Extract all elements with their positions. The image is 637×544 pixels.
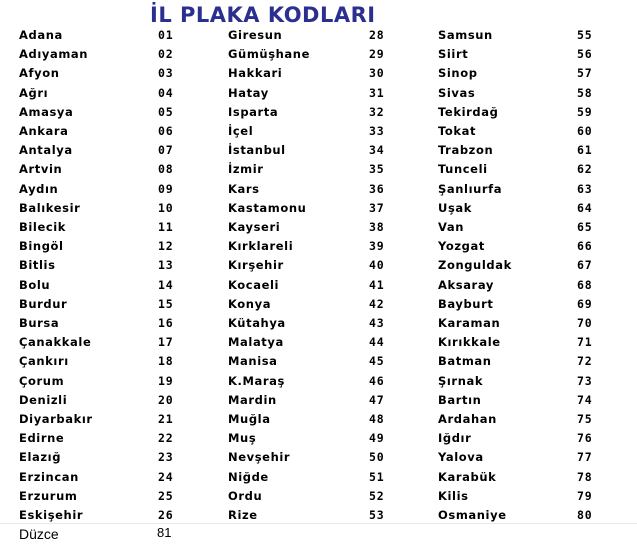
city-name: Ağrı (19, 85, 49, 100)
plate-code: 18 (158, 354, 174, 369)
plate-code: 80 (577, 508, 593, 522)
plate-code: 40 (369, 258, 385, 273)
plate-code: 52 (369, 488, 385, 503)
plate-code: 29 (369, 47, 385, 62)
city-name: Şırnak (438, 373, 484, 388)
city-name: Tunceli (438, 162, 488, 177)
city-name: Elazığ (19, 450, 62, 465)
plate-code: 70 (577, 316, 593, 330)
city-name: Hakkari (228, 66, 283, 81)
city-name: Bingöl (19, 239, 64, 254)
plate-code: 12 (158, 239, 174, 254)
city-name: Bayburt (438, 296, 494, 311)
city-name: Kayseri (228, 220, 281, 234)
plate-code: 51 (369, 469, 385, 484)
plate-code: 32 (369, 104, 385, 119)
plate-code: 31 (369, 85, 385, 100)
city-name: Burdur (19, 296, 68, 311)
plate-code: 45 (369, 354, 385, 369)
city-name: Çanakkale (19, 335, 92, 350)
city-name: Erzurum (19, 488, 78, 503)
city-name: Sinop (438, 66, 478, 81)
plate-code: 10 (158, 200, 174, 215)
city-name: Kars (228, 181, 260, 196)
city-name: Rize (228, 508, 258, 522)
plate-code: 04 (158, 85, 174, 100)
city-name: Uşak (438, 200, 472, 215)
city-name: İstanbul (228, 143, 286, 158)
plate-code: 25 (158, 488, 174, 503)
city-name: Gümüşhane (228, 47, 310, 62)
city-name: Niğde (228, 469, 269, 484)
plate-code: 02 (158, 47, 174, 62)
city-name: Kütahya (228, 316, 286, 330)
plate-code: 60 (577, 124, 593, 138)
plate-code: 34 (369, 143, 385, 158)
plate-code: 58 (577, 85, 593, 100)
city-name: Malatya (228, 335, 284, 350)
city-name: Manisa (228, 354, 278, 369)
plate-code: 22 (158, 431, 174, 446)
city-name: Van (438, 220, 465, 234)
city-name: Erzincan (19, 469, 79, 484)
city-name: Adıyaman (19, 47, 89, 62)
city-name: Kastamonu (228, 200, 307, 215)
plate-code: 69 (577, 296, 593, 311)
city-name: Diyarbakır (19, 412, 93, 426)
plate-code: 30 (369, 66, 385, 81)
city-name: Artvin (19, 162, 63, 177)
plate-code: 78 (577, 469, 593, 484)
plate-code: 53 (369, 508, 385, 522)
city-name: Bursa (19, 316, 60, 330)
plate-code: 68 (577, 277, 593, 292)
bottom-divider (0, 523, 637, 524)
plate-code: 28 (369, 28, 385, 42)
plate-code: 26 (158, 508, 174, 522)
city-name: Bartın (438, 392, 482, 407)
plate-code: 19 (158, 373, 174, 388)
city-name: Batman (438, 354, 492, 369)
city-name: Adana (19, 28, 63, 42)
plate-code: 35 (369, 162, 385, 177)
plate-code: 23 (158, 450, 174, 465)
plate-code: 20 (158, 392, 174, 407)
city-name: Aydın (19, 181, 59, 196)
city-name: Kilis (438, 488, 469, 503)
plate-code: 42 (369, 296, 385, 311)
city-name: Nevşehir (228, 450, 291, 465)
city-name: Şanlıurfa (438, 181, 503, 196)
plate-code: 56 (577, 47, 593, 62)
plate-code: 09 (158, 181, 174, 196)
plate-code: 33 (369, 124, 385, 138)
city-name: Iğdır (438, 431, 472, 446)
city-name: Kırklareli (228, 239, 294, 254)
plate-code: 01 (158, 28, 174, 42)
city-name: Isparta (228, 104, 279, 119)
plate-code: 65 (577, 220, 593, 234)
plate-code: 13 (158, 258, 174, 273)
city-name: Osmaniye (438, 508, 507, 522)
plate-code: 41 (369, 277, 385, 292)
city-name: Kocaeli (228, 277, 280, 292)
plate-code: 08 (158, 162, 174, 177)
city-name: Siirt (438, 47, 469, 62)
city-name: Mardin (228, 392, 277, 407)
city-name: Muş (228, 431, 257, 446)
plate-code: 50 (369, 450, 385, 465)
city-name: Karaman (438, 316, 501, 330)
plate-code: 24 (158, 469, 174, 484)
plate-code: 06 (158, 124, 174, 138)
city-name: Çorum (19, 373, 65, 388)
city-name: Amasya (19, 104, 74, 119)
city-name: Yalova (438, 450, 484, 465)
city-name: Sivas (438, 85, 476, 100)
city-name: Bolu (19, 277, 51, 292)
plate-code: 77 (577, 450, 593, 465)
city-name: Kırşehir (228, 258, 284, 273)
plate-code: 16 (158, 316, 174, 330)
city-name: Trabzon (438, 143, 494, 158)
plate-code: 17 (158, 335, 174, 350)
city-name: Zonguldak (438, 258, 512, 273)
plate-code: 62 (577, 162, 593, 177)
city-name: Kırıkkale (438, 335, 501, 350)
city-name: Bitlis (19, 258, 56, 273)
city-name: İçel (228, 124, 254, 138)
plate-code: 14 (158, 277, 174, 292)
plate-code: 64 (577, 200, 593, 215)
city-name: Konya (228, 296, 272, 311)
city-name: Balıkesir (19, 200, 81, 215)
city-name: Tekirdağ (438, 104, 499, 119)
plate-code: 38 (369, 220, 385, 234)
plate-code: 59 (577, 104, 593, 119)
city-name: Çankırı (19, 354, 69, 369)
city-name: Afyon (19, 66, 60, 81)
plate-code: 47 (369, 392, 385, 407)
plate-code: 05 (158, 104, 174, 119)
plate-code: 74 (577, 392, 593, 407)
city-name: Ordu (228, 488, 263, 503)
plate-code: 48 (369, 412, 385, 426)
city-name: Hatay (228, 85, 269, 100)
plate-code: 61 (577, 143, 593, 158)
page-title: İL PLAKA KODLARI (150, 3, 376, 27)
city-name: Ardahan (438, 412, 497, 426)
plate-code: 15 (158, 296, 174, 311)
city-name: Bilecik (19, 220, 67, 234)
plate-code: 36 (369, 181, 385, 196)
plate-code: 44 (369, 335, 385, 350)
plate-code: 75 (577, 412, 593, 426)
city-name: Antalya (19, 143, 73, 158)
city-name: Ankara (19, 124, 69, 138)
plate-code: 55 (577, 28, 593, 42)
plate-code: 57 (577, 66, 593, 81)
city-name: Denizli (19, 392, 68, 407)
city-name: Giresun (228, 28, 283, 42)
city-name: Edirne (19, 431, 65, 446)
city-name: Aksaray (438, 277, 494, 292)
plate-code: 79 (577, 488, 593, 503)
plate-code: 73 (577, 373, 593, 388)
plate-code: 76 (577, 431, 593, 446)
plate-code: 67 (577, 258, 593, 273)
city-name: Tokat (438, 124, 477, 138)
city-name: İzmir (228, 162, 264, 177)
plate-code: 03 (158, 66, 174, 81)
plate-code: 72 (577, 354, 593, 369)
plate-code: 63 (577, 181, 593, 196)
city-name: Samsun (438, 28, 493, 42)
plate-code: 71 (577, 335, 593, 350)
city-name: K.Maraş (228, 373, 285, 388)
plate-code: 11 (158, 220, 174, 234)
plate-code: 21 (158, 412, 174, 426)
extra-city-name: Düzce (19, 526, 59, 542)
plate-code: 49 (369, 431, 385, 446)
plate-code: 07 (158, 143, 174, 158)
city-name: Eskişehir (19, 508, 84, 522)
plate-code: 37 (369, 200, 385, 215)
city-name: Karabük (438, 469, 497, 484)
plate-code: 46 (369, 373, 385, 388)
plate-code: 66 (577, 239, 593, 254)
extra-plate-code: 81 (157, 525, 172, 540)
plate-code: 43 (369, 316, 385, 330)
city-name: Muğla (228, 412, 271, 426)
city-name: Yozgat (438, 239, 485, 254)
plate-code: 39 (369, 239, 385, 254)
